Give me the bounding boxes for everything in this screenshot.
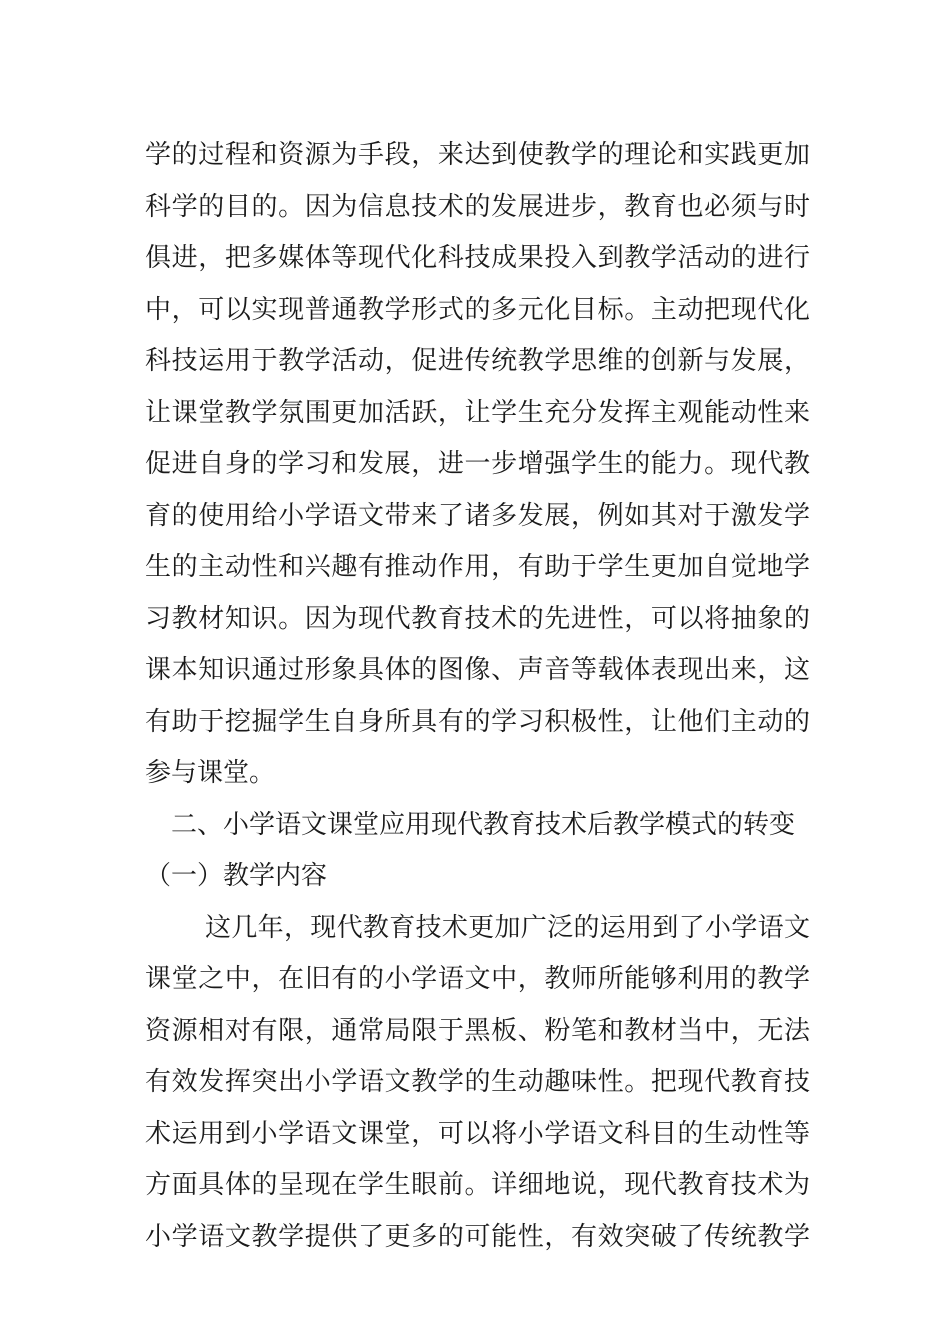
paragraph-line: 术运用到小学语文课堂，可以将小学语文科目的生动性等 [145, 1118, 810, 1149]
paragraph-line: 小学语文教学提供了更多的可能性，有效突破了传统教学 [145, 1221, 810, 1252]
paragraph-line: 学的过程和资源为手段，来达到使教学的理论和实践更加 [145, 140, 810, 170]
paragraph-line: 方面具体的呈现在学生眼前。详细地说，现代教育技术为 [145, 1170, 810, 1200]
paragraph-line: 科技运用于教学活动，促进传统教学思维的创新与发展， [145, 346, 810, 376]
paragraph-line: 科学的目的。因为信息技术的发展进步，教育也必须与时 [145, 191, 810, 222]
paragraph-line: 中，可以实现普通教学形式的多元化目标。主动把现代化 [145, 294, 810, 325]
paragraph-line: 有助于挖掘学生自身所具有的学习积极性，让他们主动的 [145, 706, 810, 737]
paragraph-line: 课堂之中，在旧有的小学语文中，教师所能够利用的教学 [145, 964, 810, 994]
subsection-heading: （一）教学内容 [145, 861, 328, 891]
paragraph-line: 习教材知识。因为现代教育技术的先进性，可以将抽象的 [145, 603, 810, 634]
paragraph-line: 资源相对有限，通常局限于黑板、粉笔和教材当中，无法 [145, 1015, 810, 1046]
paragraph-line: 育的使用给小学语文带来了诸多发展，例如其对于激发学 [145, 500, 810, 531]
paragraph-line: 有效发挥突出小学语文教学的生动趣味性。把现代教育技 [145, 1067, 810, 1097]
paragraph-line: 俱进，把多媒体等现代化科技成果投入到教学活动的进行 [145, 243, 810, 273]
paragraph-line: 促进自身的学习和发展，进一步增强学生的能力。现代教 [145, 449, 810, 479]
document-body [145, 130, 810, 1263]
paragraph-line: 生的主动性和兴趣有推动作用，有助于学生更加自觉地学 [145, 552, 810, 582]
paragraph-line: 这几年，现代教育技术更加广泛的运用到了小学语文 [205, 912, 810, 943]
paragraph-line: 参与课堂。 [145, 758, 276, 788]
paragraph-line: 让课堂教学氛围更加活跃，让学生充分发挥主观能动性来 [145, 397, 810, 428]
section-heading: 二、小学语文课堂应用现代教育技术后教学模式的转变 [171, 809, 796, 840]
paragraph-line: 课本知识通过形象具体的图像、声音等载体表现出来，这 [145, 655, 810, 685]
